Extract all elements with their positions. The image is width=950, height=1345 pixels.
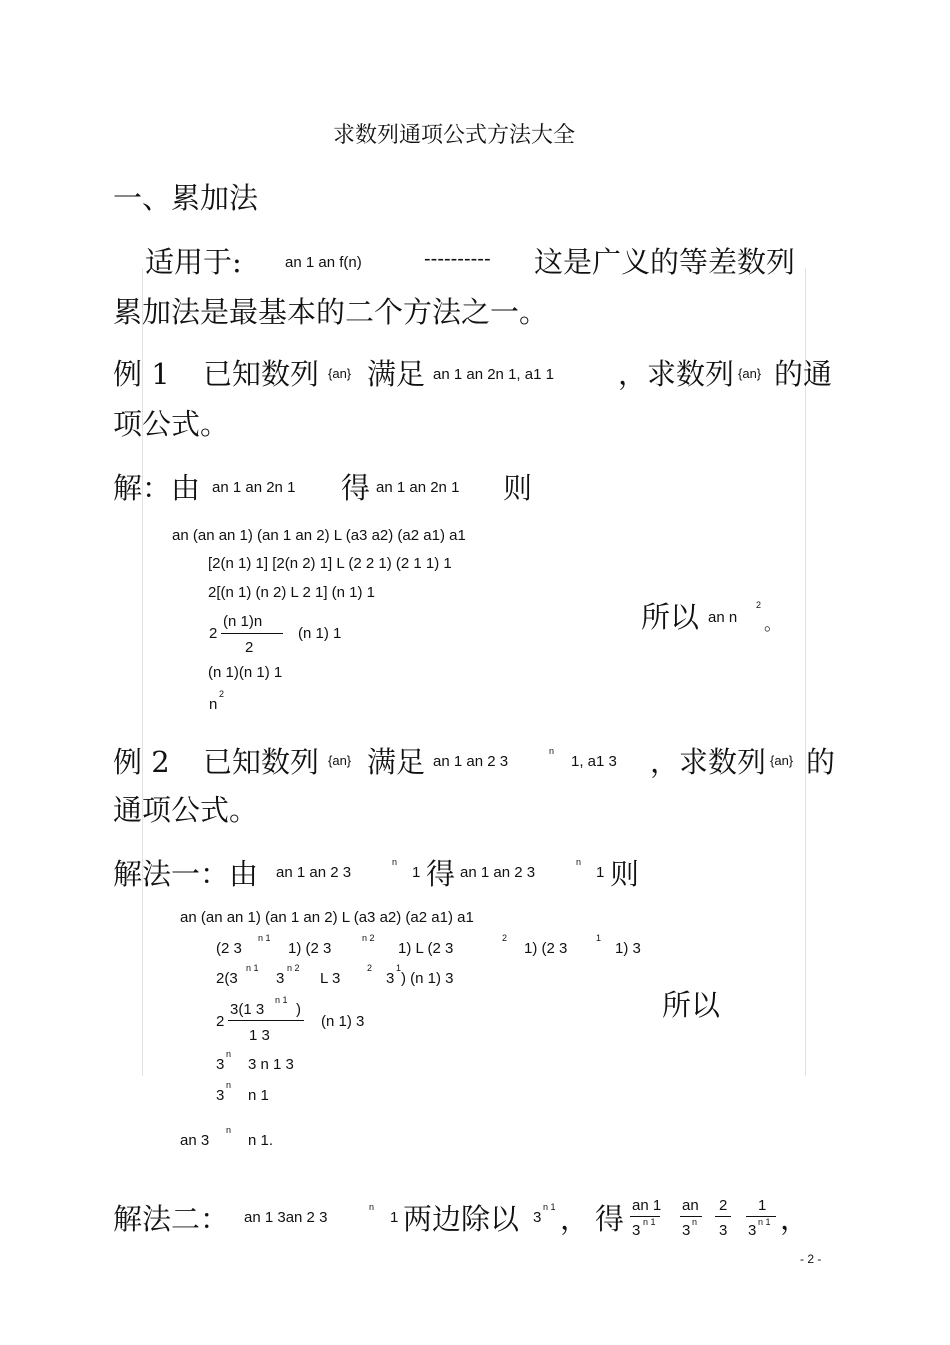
sol1-line-6-sup: 2 bbox=[219, 689, 225, 699]
ex1-condition: an 1 an 2n 1, a1 1 bbox=[433, 366, 554, 383]
sol3-frac2-num: an bbox=[682, 1197, 699, 1214]
sol3-div-sup: n 1 bbox=[543, 1202, 556, 1212]
sol2-formula2-tail: 1 bbox=[596, 864, 605, 881]
sol1-line-5: (n 1)(n 1) 1 bbox=[208, 664, 283, 681]
sol2-frac-bar bbox=[228, 1020, 304, 1021]
sol2-frac-num: 3(1 3 bbox=[230, 1001, 265, 1018]
sol3-frac2-den-sup: n bbox=[692, 1217, 698, 1227]
sol2-ze: 则 bbox=[610, 857, 640, 891]
ex2-text2: 满足 bbox=[367, 745, 426, 779]
sol2-frac-tail: (n 1) 3 bbox=[321, 1013, 365, 1030]
sol2-line-2d: 1) (2 3 bbox=[524, 940, 568, 957]
ex2-condition: an 1 an 2 3 bbox=[433, 753, 509, 770]
ex1-seq: {an} bbox=[328, 366, 352, 381]
ex2-condition-sup: n bbox=[549, 746, 555, 756]
sol2-line-6b: n 1 bbox=[248, 1087, 269, 1104]
sol1-line-3: 2[(n 1) (n 2) L 2 1] (n 1) 1 bbox=[208, 584, 376, 601]
sol2-formula1-tail: 1 bbox=[412, 864, 421, 881]
ex1-text2: 满足 bbox=[367, 357, 426, 391]
sol2-line-5a-sup: n bbox=[226, 1049, 232, 1059]
sol3-formula-sup: n bbox=[369, 1202, 375, 1212]
sol2-line-2e: 1) 3 bbox=[615, 940, 641, 957]
sol1-ze: 则 bbox=[503, 471, 533, 505]
sol2-line-3a-sup: n 1 bbox=[246, 963, 259, 973]
ex2-seq2: {an} bbox=[770, 753, 794, 768]
ex1-label: 例 1 bbox=[113, 357, 170, 391]
sol3-frac3-den: 3 bbox=[719, 1222, 728, 1239]
ex2-line2: 通项公式。 bbox=[113, 793, 259, 827]
sol2-so: 所以 bbox=[662, 988, 721, 1022]
sol1-frac-num: (n 1)n bbox=[223, 613, 263, 630]
sol2-line-2d-sup: 1 bbox=[596, 933, 602, 943]
sol2-line-3b: 3 bbox=[276, 970, 285, 987]
intro-formula: an 1 an f(n) bbox=[285, 254, 362, 271]
ex1-line2: 项公式。 bbox=[113, 407, 230, 441]
ex2-label: 例 2 bbox=[113, 745, 170, 779]
sol2-de: 得 bbox=[426, 857, 456, 891]
sol2-frac-num-sup: n 1 bbox=[275, 995, 288, 1005]
sol2-formula1-sup: n bbox=[392, 857, 398, 867]
page-title: 求数列通项公式方法大全 bbox=[333, 123, 576, 148]
sol3-frac4-num: 1 bbox=[758, 1197, 767, 1214]
sol3-frac4-den-sup: n 1 bbox=[758, 1217, 771, 1227]
sol2-line-2a-sup: n 1 bbox=[258, 933, 271, 943]
sol1-formula2: an 1 an 2n 1 bbox=[376, 479, 460, 496]
sol2-formula1: an 1 an 2 3 bbox=[276, 864, 352, 881]
ex2-text3: ，求数列 bbox=[650, 745, 767, 779]
ex2-seq: {an} bbox=[328, 753, 352, 768]
sol2-line-2b: 1) (2 3 bbox=[288, 940, 332, 957]
sol3-frac4-den: 3 bbox=[748, 1222, 757, 1239]
ex1-text1: 已知数列 bbox=[203, 357, 320, 391]
sol2-line-3a: 2(3 bbox=[216, 970, 238, 987]
sol3-div-base: 3 bbox=[533, 1209, 542, 1226]
sol3-frac3-bar bbox=[715, 1216, 731, 1217]
ex2-condition-tail: 1, a1 3 bbox=[571, 753, 617, 770]
sol3-frac2-bar bbox=[680, 1216, 702, 1217]
sol2-line-3e: ) (n 1) 3 bbox=[401, 970, 454, 987]
sol2-line-3c: L 3 bbox=[320, 970, 341, 987]
page-number: - 2 - bbox=[800, 1252, 822, 1266]
sol3-formula-tail: 1 bbox=[390, 1209, 399, 1226]
sol1-frac-den: 2 bbox=[245, 639, 254, 656]
sol2-line-6a-sup: n bbox=[226, 1080, 232, 1090]
sol3-formula: an 1 3an 2 3 bbox=[244, 1209, 328, 1226]
sol2-line-3b-sup: n 2 bbox=[287, 963, 300, 973]
ex1-text4: 的通 bbox=[774, 357, 833, 391]
sol3-comma: ， bbox=[560, 1202, 590, 1236]
sol3-frac1-den: 3 bbox=[632, 1222, 641, 1239]
sol1-line-6: n bbox=[209, 696, 218, 713]
sol3-frac1-den-sup: n 1 bbox=[643, 1217, 656, 1227]
sol2-coef: 2 bbox=[216, 1013, 225, 1030]
sol2-frac-num-close: ) bbox=[296, 1001, 301, 1018]
ex2-text4: 的 bbox=[806, 745, 836, 779]
sol2-formula2-sup: n bbox=[576, 857, 582, 867]
sol1-line-1: an (an an 1) (an 1 an 2) L (a3 a2) (a2 a1) a1 bbox=[172, 527, 466, 544]
section-heading: 一、累加法 bbox=[113, 181, 259, 215]
sol1-frac-tail: (n 1) 1 bbox=[298, 625, 342, 642]
sol1-de: 得 bbox=[341, 471, 371, 505]
sol3-divide: 两边除以 bbox=[403, 1202, 520, 1236]
sol1-result: an n bbox=[708, 609, 738, 626]
sol2-result-tail: n 1. bbox=[248, 1132, 274, 1149]
sol2-line-5a: 3 bbox=[216, 1056, 225, 1073]
sol3-frac3-num: 2 bbox=[719, 1197, 728, 1214]
sol2-line-5b: 3 n 1 3 bbox=[248, 1056, 294, 1073]
sol2-line-2a: (2 3 bbox=[216, 940, 242, 957]
sol1-line-2: [2(n 1) 1] [2(n 2) 1] L (2 2 1) (2 1 1) 1 bbox=[208, 555, 452, 572]
sol1-end: 。 bbox=[764, 614, 782, 634]
sol2-line-3d: 3 bbox=[386, 970, 395, 987]
sol2-formula2: an 1 an 2 3 bbox=[460, 864, 536, 881]
sol1-frac-bar bbox=[221, 633, 283, 634]
sol1-so: 所以 bbox=[641, 600, 700, 634]
sol2-line-3d-sup: 1 bbox=[396, 963, 402, 973]
sol2-line-2c: 1) L (2 3 bbox=[398, 940, 454, 957]
intro-dashes: ---------- bbox=[424, 248, 491, 270]
sol2-line-1: an (an an 1) (an 1 an 2) L (a3 a2) (a2 a1) a1 bbox=[180, 909, 474, 926]
sol2-line-2b-sup: n 2 bbox=[362, 933, 375, 943]
sol3-frac1-num: an 1 bbox=[632, 1197, 662, 1214]
intro-lead: 适用于: bbox=[145, 245, 242, 279]
sol1-label: 解：由 bbox=[113, 471, 201, 505]
sol2-result-sup: n bbox=[226, 1125, 232, 1135]
sol3-frac2-den: 3 bbox=[682, 1222, 691, 1239]
sol1-result-sup: 2 bbox=[756, 600, 762, 610]
sol2-frac-den: 1 3 bbox=[249, 1027, 270, 1044]
sol3-end: ， bbox=[780, 1202, 810, 1236]
sol2-label: 解法一：由 bbox=[113, 857, 259, 891]
sol1-coef: 2 bbox=[209, 625, 218, 642]
intro-desc: 这是广义的等差数列 bbox=[534, 245, 796, 279]
ex1-seq2: {an} bbox=[738, 366, 762, 381]
sol2-line-3c-sup: 2 bbox=[367, 963, 373, 973]
sol3-label: 解法二： bbox=[113, 1202, 230, 1236]
sol1-formula1: an 1 an 2n 1 bbox=[212, 479, 296, 496]
intro-line2: 累加法是最基本的二个方法之一。 bbox=[113, 295, 549, 329]
sol2-line-2c-sup: 2 bbox=[502, 933, 508, 943]
sol2-result: an 3 bbox=[180, 1132, 210, 1149]
sol3-de: 得 bbox=[595, 1202, 625, 1236]
sol2-line-6a: 3 bbox=[216, 1087, 225, 1104]
ex2-text1: 已知数列 bbox=[203, 745, 320, 779]
ex1-text3: ，求数列 bbox=[618, 357, 735, 391]
